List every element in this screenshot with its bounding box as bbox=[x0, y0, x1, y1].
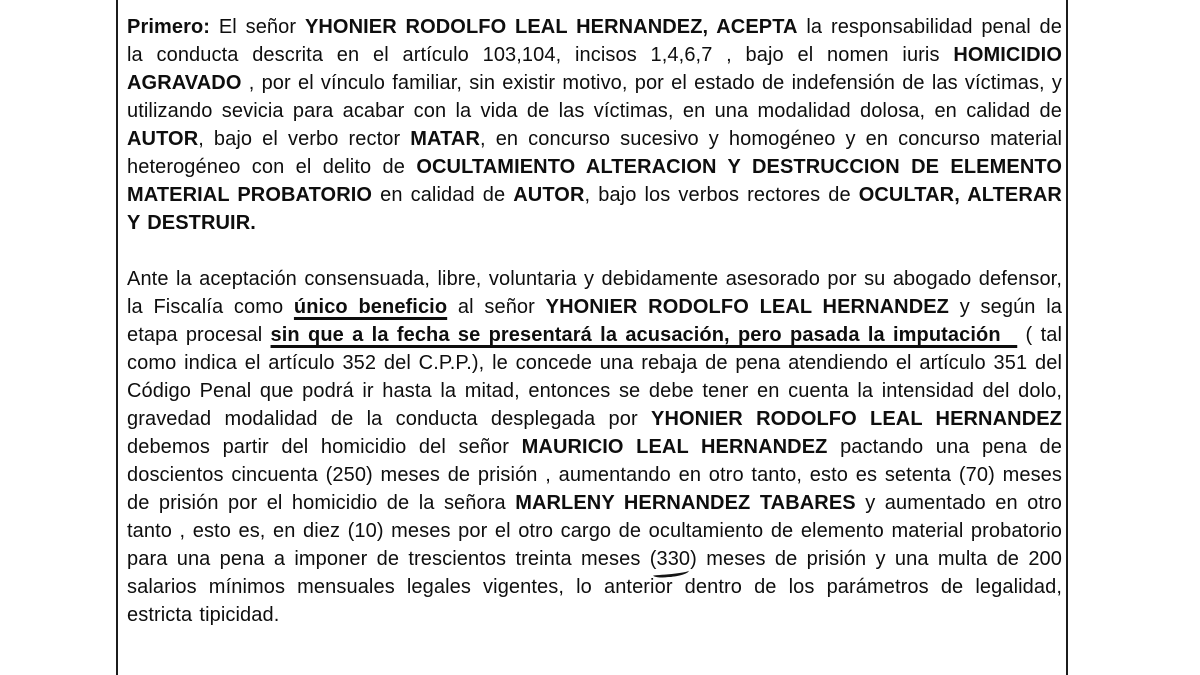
emphasis-text: OCULTAR, ALTERAR Y DESTRUIR. bbox=[127, 184, 1062, 234]
body-text: El señor bbox=[210, 16, 305, 38]
body-text: y según la etapa procesal bbox=[127, 296, 1063, 346]
left-margin-line bbox=[116, 0, 118, 675]
emphasis-text: MAURICIO LEAL HERNANDEZ bbox=[521, 436, 828, 458]
pen-marked-text: (330) bbox=[649, 548, 697, 570]
emphasis-text: YHONIER RODOLFO LEAL HERNANDEZ bbox=[651, 408, 1062, 430]
body-text: , bajo los verbos rectores de bbox=[584, 184, 859, 206]
document-text bbox=[127, 13, 1062, 657]
body-text: pactando una pena de doscientos cincuenta (250) meses de prisión , aumentando en otro tanto, esto es setenta (70) meses de prisión por el homicidio de la señora bbox=[127, 436, 1062, 514]
emphasis-text: OCULTAMIENTO ALTERACION Y DESTRUCCION DE ELEMENTO MATERIAL PROBATORIO bbox=[127, 156, 1062, 206]
emphasis-text: MARLENY HERNANDEZ TABARES bbox=[515, 492, 856, 514]
emphasis-text: YHONIER RODOLFO LEAL HERNANDEZ, ACEPTA bbox=[304, 16, 798, 38]
emphasis-text: YHONIER RODOLFO LEAL HERNANDEZ bbox=[545, 296, 949, 318]
body-text: meses de prisión y una multa de 200 salarios mínimos mensuales legales vigentes, lo anterior dentro de los parámetros de legalidad, estricta tipicidad. bbox=[127, 548, 1062, 626]
body-text: , en concurso sucesivo y homogéneo y en concurso material heterogéneo con el delito de bbox=[127, 128, 1063, 178]
right-margin-line bbox=[1066, 0, 1068, 675]
paragraph-primero bbox=[127, 13, 1062, 237]
emphasis-text: sin que a la fecha se presentará la acusación, pero pasada la imputación bbox=[270, 324, 1018, 346]
body-text: y aumentado en otro tanto , esto es, en diez (10) meses por el otro cargo de ocultamiento de elemento material probatorio para una pena a imponer de trescientos treinta meses bbox=[127, 492, 1063, 570]
paragraph-beneficio bbox=[127, 265, 1062, 629]
body-text: , por el vínculo familiar, sin existir motivo, por el estado de indefensión de las víctimas, y utilizando sevicia para acabar con la vida de las víctimas, en una modalidad dolosa, en calidad de bbox=[127, 72, 1062, 122]
emphasis-text: AUTOR bbox=[513, 184, 585, 206]
emphasis-text: AUTOR bbox=[127, 128, 199, 150]
body-text: debemos partir del homicidio del señor bbox=[127, 436, 522, 458]
body-text: la responsabilidad penal de la conducta descrita en el artículo 103,104, incisos 1,4,6,7 , bajo el nomen iuris bbox=[127, 16, 1063, 66]
body-text: Ante la aceptación consensuada, libre, voluntaria y debidamente asesorado por su abogado defensor, la Fiscalía como bbox=[127, 268, 1062, 318]
body-text: al señor bbox=[447, 296, 546, 318]
emphasis-text: MATAR bbox=[410, 128, 481, 150]
body-text: en calidad de bbox=[372, 184, 514, 206]
emphasis-text: HOMICIDIO AGRAVADO bbox=[127, 44, 1062, 94]
body-text: ( tal como indica el artículo 352 del C.P.P.), le concede una rebaja de pena atendiendo el artículo 351 del Código Penal que podrá ir hasta la mitad, entonces se debe tener en cuenta la intensidad del dolo, gravedad modalidad de la conducta desplegada por bbox=[127, 324, 1063, 430]
emphasis-text: único beneficio bbox=[293, 296, 448, 318]
body-text: , bajo el verbo rector bbox=[198, 128, 411, 150]
emphasis-text: Primero: bbox=[127, 16, 211, 38]
